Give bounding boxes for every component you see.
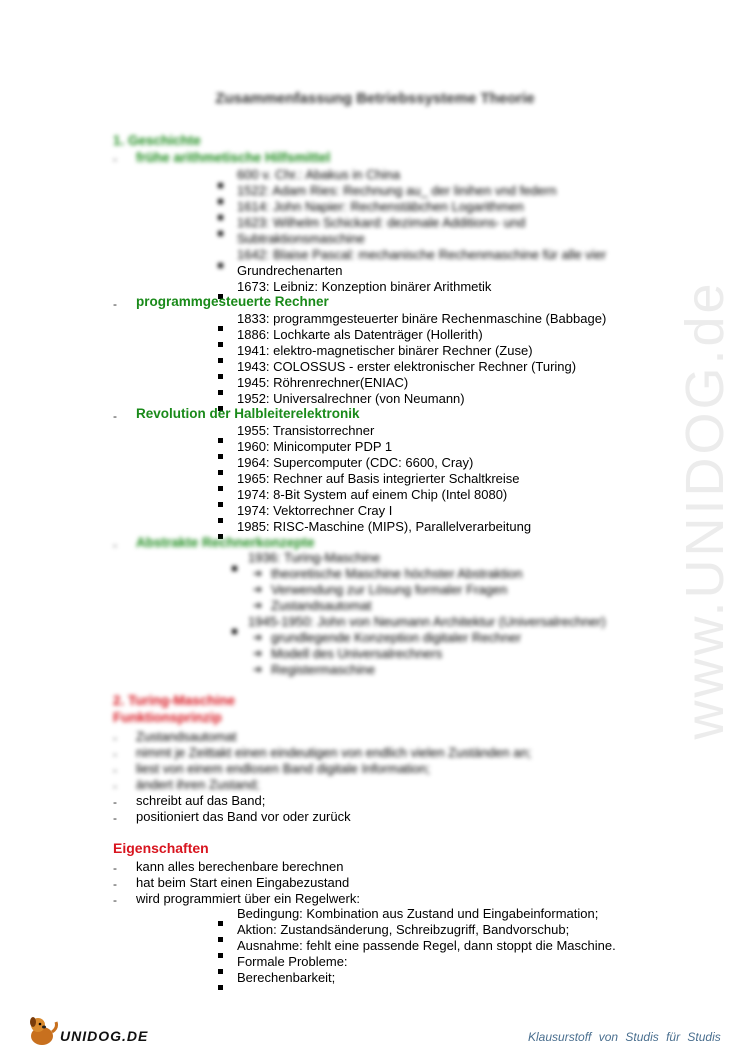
list-item: 1945-1950: John von Neumann Architektur (Universalrechner) — [248, 614, 606, 629]
dash-marker: - — [113, 731, 117, 745]
unidog-logo-icon — [25, 1014, 59, 1053]
list-item: schreibt auf das Band; — [136, 793, 266, 808]
bullet-square — [232, 621, 237, 639]
subheading-abstrakte-rechnerkonzepte: Abstrakte Rechnerkonzepte — [136, 535, 315, 550]
watermark: www.UNIDOG.de — [675, 280, 735, 740]
list-item: Berechenbarkeit; — [237, 970, 336, 985]
dash-marker: - — [113, 893, 117, 907]
list-item: hat beim Start einen Eingabezustand — [136, 875, 350, 890]
bullet-square — [232, 558, 237, 576]
list-item: 1642: Blaise Pascal: mechanische Rechenmaschine für alle vier — [237, 247, 607, 262]
list-item: 1985: RISC-Maschine (MIPS), Parallelverarbeitung — [237, 519, 532, 534]
list-item: 1964: Supercomputer (CDC: 6600, Cray) — [237, 455, 474, 470]
subheading-fruehe-hilfsmittel: frühe arithmetische Hilfsmittel — [136, 150, 331, 165]
list-item: 1965: Rechner auf Basis integrierter Schaltkreise — [237, 471, 520, 486]
list-item: 1943: COLOSSUS - erster elektronischer Rechner (Turing) — [237, 359, 577, 374]
dash-marker: - — [113, 811, 117, 825]
bullet-square — [218, 255, 223, 273]
list-item: liest von einem endlosen Band digitale Information; — [136, 761, 431, 776]
arrow-bullet-icon: ➔ — [253, 632, 263, 644]
list-item: 1974: 8-Bit System auf einem Chip (Intel 8080) — [237, 487, 508, 502]
list-item: 1623: Wilhelm Schickard: dezimale Additions- und — [237, 215, 526, 230]
list-item: 1974: Vektorrechner Cray I — [237, 503, 393, 518]
list-item: 1522: Adam Ries: Rechnung au_ der linihen vnd federn — [237, 183, 557, 198]
arrow-bullet-icon: ➔ — [253, 600, 263, 612]
dash-marker: - — [113, 152, 117, 166]
list-item: Formale Probleme: — [237, 954, 348, 969]
list-item: Modell des Universalrechners — [271, 646, 443, 661]
dash-marker: - — [113, 861, 117, 875]
dash-marker: - — [113, 877, 117, 891]
list-item: 1614: John Napier: Rechenstäbchen Logarithmen — [237, 199, 524, 214]
bullet-square — [218, 223, 223, 241]
list-item: 600 v. Chr.: Abakus in China — [237, 167, 401, 182]
list-item: wird programmiert über ein Regelwerk: — [136, 891, 360, 906]
dash-marker: - — [113, 409, 117, 423]
arrow-bullet-icon: ➔ — [253, 648, 263, 660]
subheading-funktionsprinzip: Funktionsprinzip — [113, 710, 222, 725]
list-item: Zustandsautomat — [271, 598, 372, 613]
dash-marker: - — [113, 795, 117, 809]
list-item: kann alles berechenbare berechnen — [136, 859, 344, 874]
list-item-continuation: Grundrechenarten — [237, 263, 343, 278]
section-heading-turing-maschine: 2. Turing-Maschine — [113, 693, 236, 708]
dash-marker: - — [113, 747, 117, 761]
list-item: 1673: Leibniz: Konzeption binärer Arithmetik — [237, 279, 492, 294]
list-item: 1886: Lochkarte als Datenträger (Hollerith) — [237, 327, 483, 342]
list-item: Registermaschine — [271, 662, 376, 677]
list-item: theoretische Maschine höchster Abstraktion — [271, 566, 523, 581]
list-item-continuation: Subtraktionsmaschine — [237, 231, 365, 246]
subheading-eigenschaften: Eigenschaften — [113, 840, 209, 856]
list-item: Ausnahme: fehlt eine passende Regel, dann stoppt die Maschine. — [237, 938, 616, 953]
unidog-logo-text: UNIDOG.DE — [60, 1028, 149, 1044]
arrow-bullet-icon: ➔ — [253, 568, 263, 580]
dash-marker: - — [113, 779, 117, 793]
list-item: 1960: Minicomputer PDP 1 — [237, 439, 393, 454]
section-heading-geschichte: 1. Geschichte — [113, 133, 201, 148]
dash-marker: - — [113, 763, 117, 777]
list-item: ändert ihren Zustand; — [136, 777, 260, 792]
dash-marker: - — [113, 297, 117, 311]
list-item: nimmt je Zeittakt einen eindeutigen von endlich vielen Zuständen an; — [136, 745, 532, 760]
list-item: Verwendung zur Lösung formaler Fragen — [271, 582, 508, 597]
bullet-square — [218, 977, 223, 995]
arrow-bullet-icon: ➔ — [253, 584, 263, 596]
list-item: 1955: Transistorrechner — [237, 423, 375, 438]
subheading-programmgesteuerte-rechner: programmgesteuerte Rechner — [136, 294, 329, 309]
subheading-halbleiterelektronik: Revolution der Halbleiterelektronik — [136, 406, 360, 421]
dash-marker: - — [113, 538, 117, 552]
list-item: 1952: Universalrechner (von Neumann) — [237, 391, 465, 406]
list-item: 1833: programmgesteuerter binäre Rechenmaschine (Babbage) — [237, 311, 607, 326]
list-item: 1936: Turing-Maschine — [248, 550, 381, 565]
footer-tagline: Klausurstoff von Studis für Studis — [528, 1030, 721, 1044]
list-item: Bedingung: Kombination aus Zustand und Eingabeinformation; — [237, 906, 599, 921]
list-item: 1941: elektro-magnetischer binärer Rechner (Zuse) — [237, 343, 533, 358]
list-item: Aktion: Zustandsänderung, Schreibzugriff, Bandvorschub; — [237, 922, 570, 937]
document-title: Zusammenfassung Betriebssysteme Theorie — [215, 90, 535, 107]
list-item: grundlegende Konzeption digitaler Rechner — [271, 630, 522, 645]
arrow-bullet-icon: ➔ — [253, 664, 263, 676]
list-item: Zustandsautomat — [136, 729, 237, 744]
list-item: positioniert das Band vor oder zurück — [136, 809, 351, 824]
list-item: 1945: Röhrenrechner(ENIAC) — [237, 375, 409, 390]
